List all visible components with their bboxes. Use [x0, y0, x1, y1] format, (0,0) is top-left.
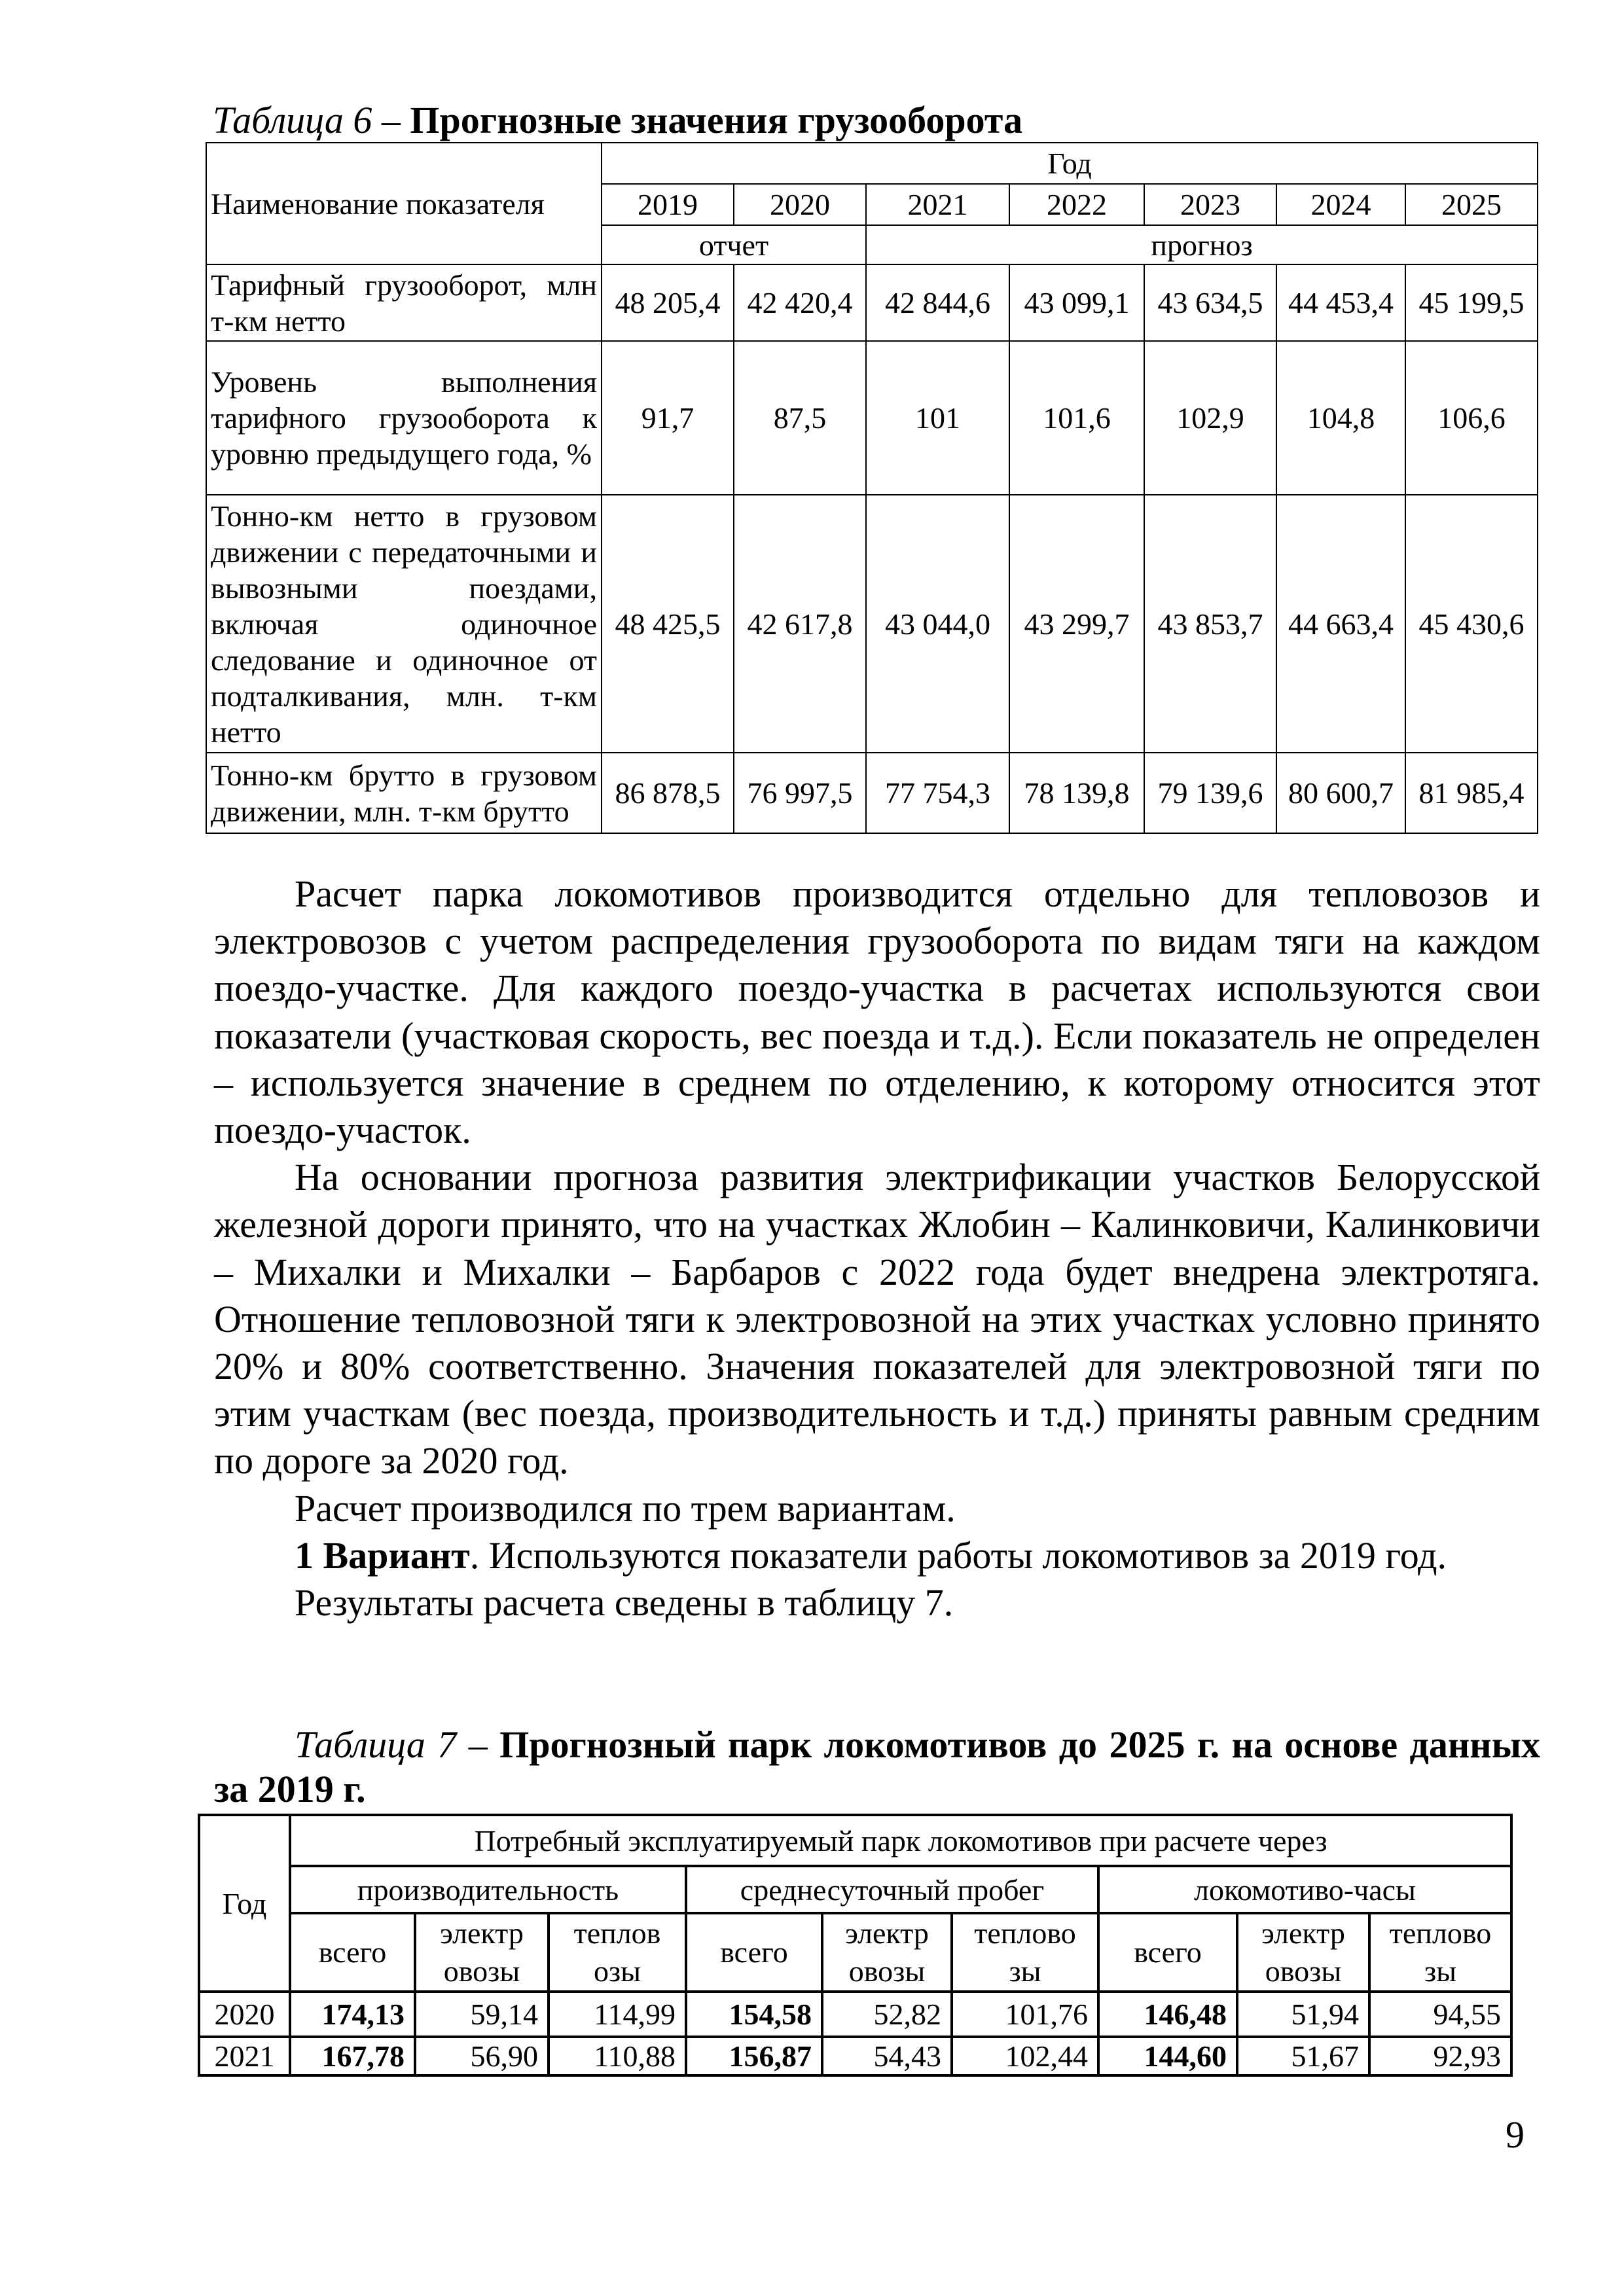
subheader: электр овозы	[415, 1913, 549, 1992]
table-cell: 101,6	[1009, 341, 1144, 495]
table-cell: 43 299,7	[1009, 495, 1144, 753]
header-year: Год	[199, 1815, 290, 1992]
table-cell: 56,90	[415, 2037, 549, 2075]
caption-dash: –	[456, 1723, 500, 1766]
year-header: 2019	[602, 184, 734, 225]
row-label: Тарифный грузооборот, млн т-км нетто	[206, 264, 602, 341]
paragraph: Расчет производился по трем вариантам.	[295, 1486, 956, 1530]
year-header: 2024	[1276, 184, 1405, 225]
row-label: Тонно-км брутто в грузовом движении, млн. т-км брутто	[206, 753, 602, 833]
year-header: 2023	[1144, 184, 1276, 225]
variant-label: 1 Вариант	[295, 1534, 470, 1577]
table-cell: 156,87	[686, 2037, 822, 2075]
header-main: Потребный эксплуатируемый парк локомотивов при расчете через	[290, 1815, 1511, 1866]
table-cell: 104,8	[1276, 341, 1405, 495]
table-cell: 114,99	[549, 1992, 686, 2037]
table-cell: 106,6	[1405, 341, 1538, 495]
group-header: производительность	[290, 1866, 686, 1913]
table-cell: 102,44	[952, 2037, 1098, 2075]
table-cell: 48 205,4	[602, 264, 734, 341]
table7-caption-label: Таблица 7	[295, 1723, 457, 1766]
table-cell: 76 997,5	[734, 753, 866, 833]
table-cell: 43 044,0	[866, 495, 1009, 753]
table-cell: 42 617,8	[734, 495, 866, 753]
subheader: всего	[290, 1913, 415, 1992]
table-cell: 94,55	[1369, 1992, 1511, 2037]
table-cell: 43 634,5	[1144, 264, 1276, 341]
subheader: теплов озы	[549, 1913, 686, 1992]
variant-text: . Используются показатели работы локомотивов за 2019 год.	[469, 1534, 1447, 1577]
table-cell: 146,48	[1098, 1992, 1237, 2037]
table-cell: 174,13	[290, 1992, 415, 2037]
row-year: 2021	[199, 2037, 290, 2075]
table-row	[199, 1992, 1511, 2037]
table6-caption	[213, 98, 1022, 143]
row-label: Уровень выполнения тарифного грузооборота к уровню предыдущего года, %	[206, 341, 602, 495]
table-cell: 51,94	[1237, 1992, 1369, 2037]
page-number: 9	[1506, 2113, 1525, 2156]
year-header: 2021	[866, 184, 1009, 225]
table-cell: 87,5	[734, 341, 866, 495]
table7	[198, 1814, 1513, 2077]
table-cell: 42 420,4	[734, 264, 866, 341]
table-cell: 44 663,4	[1276, 495, 1405, 753]
table-cell: 78 139,8	[1009, 753, 1144, 833]
table-cell: 59,14	[415, 1992, 549, 2037]
table-cell: 43 853,7	[1144, 495, 1276, 753]
subheader: электр овозы	[822, 1913, 952, 1992]
table6-caption-label: Таблица 6	[213, 99, 372, 141]
year-header: 2022	[1009, 184, 1144, 225]
table-row	[206, 264, 1538, 341]
paragraph: Расчет парка локомотивов производится отдельно для тепловозов и электровозов с учетом распределения грузооборота по видам тяги на каждом поездо-участке. Для каждого поездо-участка в расчетах используются свои показатели (участковая скорость, вес поезда и т.д.). Если показатель не определен – используется значение в среднем по отделению, к которому относится этот поездо-участок.	[214, 872, 1540, 1152]
table-cell: 144,60	[1098, 2037, 1237, 2075]
table-cell: 44 453,4	[1276, 264, 1405, 341]
group-report: отчет	[602, 225, 866, 264]
table-cell: 43 099,1	[1009, 264, 1144, 341]
table-cell: 48 425,5	[602, 495, 734, 753]
table7-caption	[214, 1723, 1540, 1812]
table-row	[206, 753, 1538, 833]
table6	[206, 142, 1538, 834]
table-cell: 92,93	[1369, 2037, 1511, 2075]
table-cell: 91,7	[602, 341, 734, 495]
table-cell: 45 430,6	[1405, 495, 1538, 753]
subheader: электр овозы	[1237, 1913, 1369, 1992]
group-header: среднесуточный пробег	[686, 1866, 1098, 1913]
paragraph: На основании прогноза развития электрификации участков Белорусской железной дороги принято, что на участках Жлобин – Калинковичи, Калинковичи – Михалки и Михалки – Барбаров с 2022 года будет внедрена электротяга. Отношение тепловозной тяги к электровозной на этих участках условно принято 20% и 80% соответственно. Значения показателей для электровозной тяги по этим участкам (вес поезда, производительность и т.д.) приняты равным средним по дороге за 2020 год.	[214, 1156, 1540, 1482]
year-header: 2025	[1405, 184, 1538, 225]
table-row	[206, 341, 1538, 495]
table-cell: 110,88	[549, 2037, 686, 2075]
subheader: всего	[686, 1913, 822, 1992]
group-header: локомотиво-часы	[1098, 1866, 1511, 1913]
year-header: 2020	[734, 184, 866, 225]
table6-caption-title: Прогнозные значения грузооборота	[410, 99, 1023, 141]
table-cell: 51,67	[1237, 2037, 1369, 2075]
table-cell: 79 139,6	[1144, 753, 1276, 833]
table-cell: 102,9	[1144, 341, 1276, 495]
subheader: теплово зы	[1369, 1913, 1511, 1992]
subheader: теплово зы	[952, 1913, 1098, 1992]
table-cell: 45 199,5	[1405, 264, 1538, 341]
table-cell: 86 878,5	[602, 753, 734, 833]
table-cell: 80 600,7	[1276, 753, 1405, 833]
table-row	[199, 2037, 1511, 2075]
table-cell: 101	[866, 341, 1009, 495]
body-text	[214, 870, 1540, 1626]
table-cell: 54,43	[822, 2037, 952, 2075]
group-forecast: прогноз	[866, 225, 1538, 264]
table-cell: 101,76	[952, 1992, 1098, 2037]
subheader: всего	[1098, 1913, 1237, 1992]
subheader-row	[199, 1913, 1511, 1992]
caption-dash: –	[372, 99, 410, 141]
header-name: Наименование показателя	[206, 143, 602, 264]
row-year: 2020	[199, 1992, 290, 2037]
table7-caption-title: Прогнозный парк локомотивов до 2025 г. на основе данных за 2019 г.	[214, 1723, 1540, 1810]
table-cell: 81 985,4	[1405, 753, 1538, 833]
row-label: Тонно-км нетто в грузовом движении с передаточными и вывозными поездами, включая одиночное следование и одиночное от подталкивания, млн. т-км нетто	[206, 495, 602, 753]
table-cell: 52,82	[822, 1992, 952, 2037]
table-cell: 154,58	[686, 1992, 822, 2037]
table-cell: 42 844,6	[866, 264, 1009, 341]
paragraph	[214, 1532, 1540, 1579]
table-cell: 77 754,3	[866, 753, 1009, 833]
table-cell: 167,78	[290, 2037, 415, 2075]
table-row	[206, 495, 1538, 753]
paragraph: Результаты расчета сведены в таблицу 7.	[295, 1581, 954, 1624]
header-year: Год	[602, 143, 1538, 184]
